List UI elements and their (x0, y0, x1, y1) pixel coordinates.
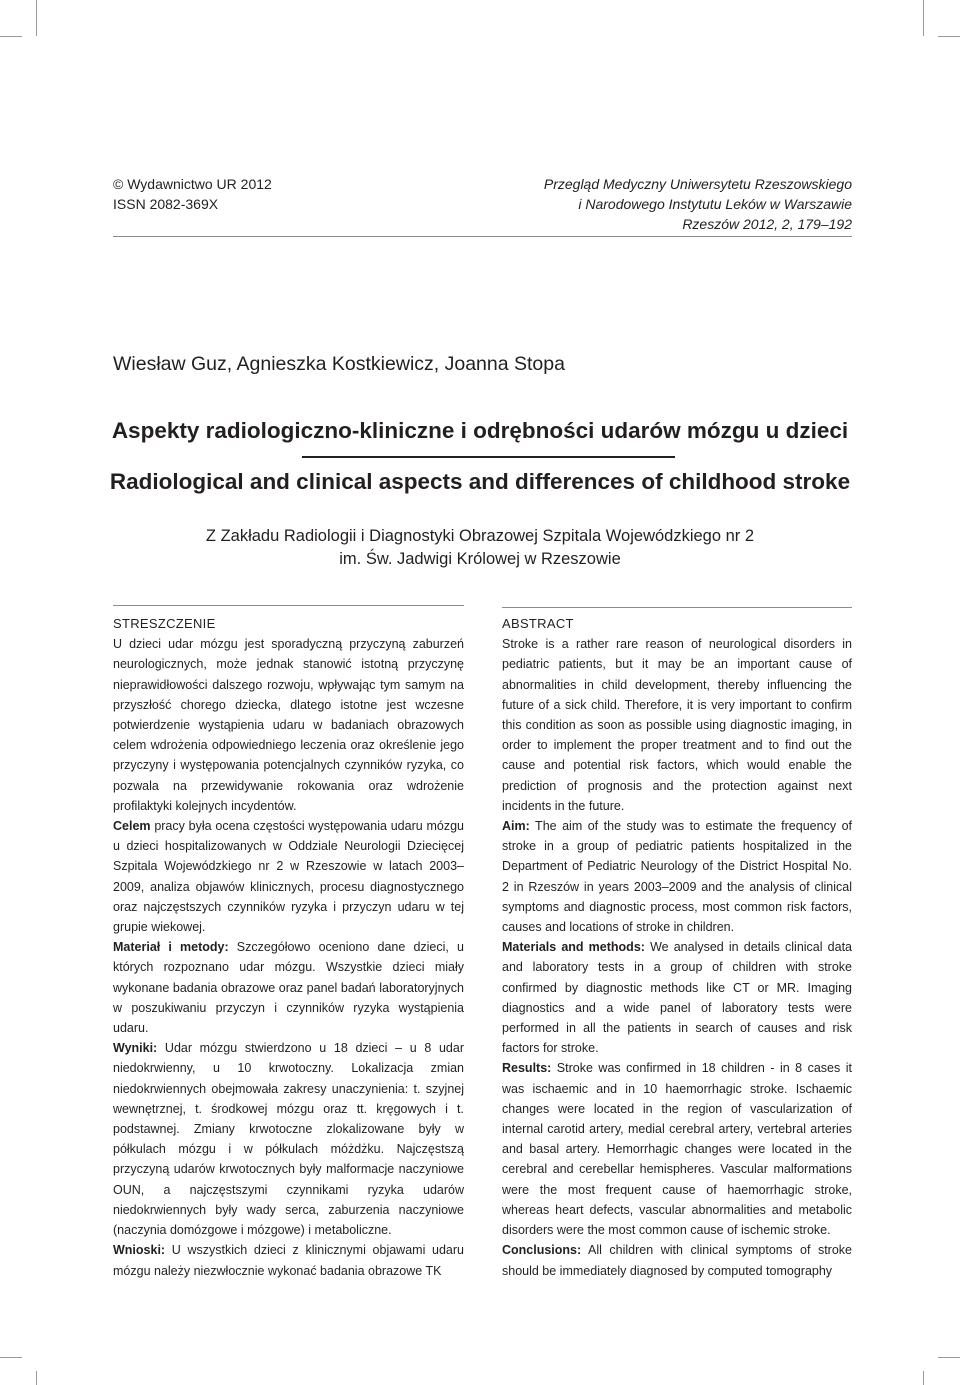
crop-mark-bottom-right-v (923, 1371, 924, 1385)
publisher-line: © Wydawnictwo UR 2012 (113, 176, 272, 192)
crop-mark-bottom-right-h (938, 1357, 960, 1358)
conclusions-text: All children with clinical symptoms of stroke should be immediately diagnosed by computed tomography (502, 1243, 852, 1278)
streszczenie-intro: U dzieci udar mózgu jest sporadyczną przyczyną zaburzeń neurologicznych, może jednak stanowić istotną przyczynę nieprawidłowości dalszego rozwoju, wpływając tym samym na przyszłość chorego dziecka, dlatego istotne jest wczesne potwierdzenie wystąpienia udaru w badaniach obrazowych celem wdrożenia odpowiedniego leczenia oraz określenie jego przyczyny i występowania potencjalnych czynników ryzyka, co pozwala na przewidywanie rokowania oraz wdrożenie profilaktyki kolejnych incydentów. (113, 637, 464, 813)
authors: Wiesław Guz, Agnieszka Kostkiewicz, Joanna Stopa (113, 353, 565, 375)
streszczenie-wyniki (113, 1038, 464, 1240)
cel-text: pracy była ocena częstości występowania udaru mózgu u dzieci hospitalizowanych w Oddziale Neurologii Dziecięcej Szpitala Wojewódzkiego nr 2 w Rzeszowie w latach 2003–2009, analiza objawów klinicznych, procesu diagnostycznego oraz najczęstszych czynników ryzyka i przyczyn udaru w tej grupie wiekowej. (113, 819, 464, 935)
streszczenie-material (113, 937, 464, 1038)
wnioski-label: Wnioski: (113, 1243, 166, 1258)
material-text: Szczegółowo oceniono dane dzieci, u których rozpoznano udar mózgu. Wszystkie dzieci miały wykonane badania obrazowe oraz panel badań laboratoryjnych w poszukiwaniu przyczyn i czynników ryzyka wystąpienia udaru. (113, 940, 464, 1036)
materials-label: Materials and methods: (502, 940, 645, 955)
crop-mark-top-right-v (923, 0, 924, 36)
crop-mark-top-left-h (0, 36, 22, 37)
streszczenie-cel (113, 816, 464, 937)
abstract-heading: ABSTRACT (502, 616, 574, 631)
crop-mark-top-left-v (36, 0, 37, 36)
title-divider (302, 456, 675, 458)
results-text: Stroke was confirmed in 18 children - in 8 cases it was ischaemic and in 10 haemorrhagic stroke. Ischaemic changes were located in the region of vascularization of internal carotid artery, medial cerebral artery, vertebral arteries and basal artery. Hemorrhagic changes were located in the cerebral and cerebellar hemispheres. Vascular malformations were the most frequent cause of haemorrhagic stroke, whereas heart defects, vascular abnormalities and metabolic disorders were the most common cause of ischemic stroke. (502, 1061, 852, 1238)
affiliation-line1: Z Zakładu Radiologii i Diagnostyki Obrazowej Szpitala Wojewódzkiego nr 2 (205, 527, 755, 545)
title-english: Radiological and clinical aspects and differences of childhood stroke (109, 469, 851, 494)
abstract-aim (502, 816, 852, 937)
journal-issue-line: Rzeszów 2012, 2, 179–192 (682, 216, 852, 232)
journal-name-line1: Przegląd Medyczny Uniwersytetu Rzeszowskiego (543, 176, 852, 192)
materials-text: We analysed in details clinical data and laboratory tests in a group of children with stroke confirmed by diagnostic methods like CT or MR. Imaging diagnostics and a wide panel of laboratory tests were performed in all the patients in search of causes and risk factors for stroke. (502, 940, 852, 1056)
streszczenie-wnioski (113, 1240, 464, 1280)
aim-label: Aim: (502, 819, 530, 834)
left-column-rule (113, 605, 464, 606)
crop-mark-top-right-h (938, 36, 960, 37)
journal-name-line2: i Narodowego Instytutu Leków w Warszawie (578, 196, 852, 212)
title-polish: Aspekty radiologiczno-kliniczne i odrębności udarów mózgu u dzieci (111, 418, 849, 443)
affiliation-line2: im. Św. Jadwigi Królowej w Rzeszowie (339, 550, 621, 568)
aim-text: The aim of the study was to estimate the frequency of stroke in a group of pediatric patients hospitalized in the Department of Pediatric Neurology of the District Hospital No. 2 in Rzeszów in years 2003–2009 and the analysis of clinical symptoms and diagnostic process, most common risk factors, causes and locations of stroke in children. (502, 819, 852, 935)
wnioski-text: U wszystkich dzieci z klinicznymi objawami udaru mózgu należy niezwłocznie wykonać badania obrazowe TK (113, 1243, 464, 1278)
abstract-results (502, 1058, 852, 1240)
abstract-section (502, 614, 852, 1281)
issn-line: ISSN 2082-369X (113, 196, 219, 212)
conclusions-label: Conclusions: (502, 1243, 582, 1258)
crop-mark-bottom-left-v (36, 1371, 37, 1385)
cel-label: Celem (113, 819, 151, 834)
results-label: Results: (502, 1061, 552, 1076)
journal-info (544, 174, 852, 234)
crop-mark-bottom-left-h (0, 1357, 22, 1358)
abstract-intro: Stroke is a rather rare reason of neurological disorders in pediatric patients, but it may be an important cause of abnormalities in child development, thereby influencing the future of a sick child. Therefore, it is very important to confirm this condition as soon as possible using diagnostic imaging, in order to implement the proper treatment and to find out the cause and potential risk factors, which would enable the prediction of prognosis and the protection against next incidents in the future. (502, 637, 852, 813)
streszczenie-section (113, 614, 464, 1281)
abstract-materials (502, 937, 852, 1058)
publisher-info (113, 174, 272, 214)
wyniki-text: Udar mózgu stwierdzono u 18 dzieci – u 8 udar niedokrwienny, u 10 krwotoczny. Lokalizacja zmian niedokrwiennych obejmowała zakresy unaczynienia: t. szyjnej wewnętrznej, t. środkowej mózgu oraz tt. kręgowych i t. podstawnej. Zmiany krwotoczne zlokalizowane były w półkulach mózgu i w półkulach móżdżku. Najczęstszą przyczyną udarów krwotocznych były malformacje naczyniowe OUN, a najczęstszymi czynnikami ryzyka udarów niedokrwiennych były wady serca, zaburzenia naczyniowe (naczynia domózgowe i mózgowe) i metaboliczne. (113, 1041, 464, 1238)
affiliation (178, 525, 782, 571)
abstract-conclusions (502, 1240, 852, 1280)
wyniki-label: Wyniki: (113, 1041, 158, 1056)
material-label: Materiał i metody: (113, 940, 229, 955)
header-rule (113, 236, 852, 237)
streszczenie-heading: STRESZCZENIE (113, 616, 216, 631)
right-column-rule (502, 607, 852, 608)
